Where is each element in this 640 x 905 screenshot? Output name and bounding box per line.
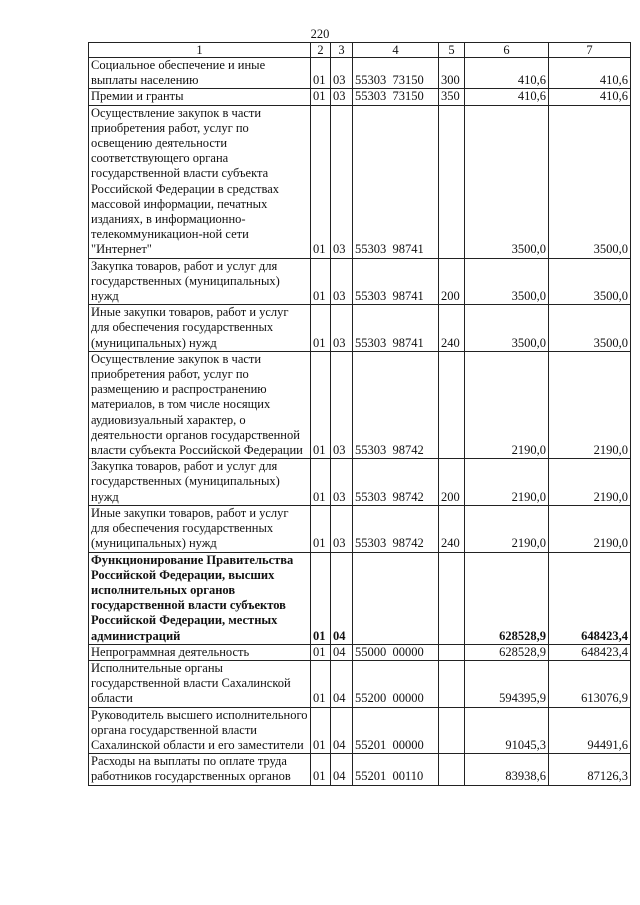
subsection-code-cell: 03 [331,89,353,105]
expense-type-cell: 200 [439,459,465,506]
amount-year-1-cell: 3500,0 [465,305,549,352]
amount-year-1-cell: 2190,0 [465,505,549,552]
target-article-cell: 55303 98742 [353,505,439,552]
row-name-cell: Расходы на выплаты по оплате труда работников государственных органов [89,754,311,785]
target-article-cell: 55303 98741 [353,305,439,352]
subsection-code-cell: 03 [331,459,353,506]
expense-type-cell [439,644,465,660]
row-name-cell: Социальное обеспечение и иные выплаты населению [89,58,311,89]
row-name-cell: Непрограммная деятельность [89,644,311,660]
section-code-cell: 01 [311,258,331,305]
expense-type-cell [439,660,465,707]
row-name-cell: Исполнительные органы государственной власти Сахалинской области [89,660,311,707]
table-row [89,644,631,660]
subsection-code-cell: 04 [331,552,353,644]
amount-year-2-cell: 3500,0 [549,258,631,305]
target-article-cell: 55303 73150 [353,89,439,105]
target-article-cell [353,552,439,644]
target-article-cell: 55303 98741 [353,105,439,258]
amount-year-2-cell: 613076,9 [549,660,631,707]
amount-year-2-cell: 2190,0 [549,459,631,506]
amount-year-1-cell: 2190,0 [465,459,549,506]
header-cell: 2 [311,43,331,58]
header-cell: 4 [353,43,439,58]
section-code-cell: 01 [311,660,331,707]
table-row [89,660,631,707]
subsection-code-cell: 03 [331,351,353,458]
row-name-cell: Осуществление закупок в части приобретения работ, услуг по размещению и распространению материалов, в том числе носящих аудиовизуальный характер, о деятельности органов государственной власти субъекта Российской Федерации [89,351,311,458]
amount-year-2-cell: 2190,0 [549,351,631,458]
subsection-code-cell: 04 [331,707,353,754]
section-code-cell: 01 [311,58,331,89]
section-code-cell: 01 [311,707,331,754]
budget-table [88,42,631,786]
amount-year-1-cell: 628528,9 [465,644,549,660]
header-cell: 7 [549,43,631,58]
amount-year-2-cell: 3500,0 [549,105,631,258]
table-row [89,552,631,644]
amount-year-2-cell: 2190,0 [549,505,631,552]
amount-year-2-cell: 410,6 [549,89,631,105]
target-article-cell: 55000 00000 [353,644,439,660]
amount-year-1-cell: 3500,0 [465,258,549,305]
header-row [89,43,631,58]
section-code-cell: 01 [311,105,331,258]
amount-year-1-cell: 628528,9 [465,552,549,644]
expense-type-cell [439,754,465,785]
table-row [89,459,631,506]
expense-type-cell: 350 [439,89,465,105]
row-name-cell: Функционирование Правительства Российской Федерации, высших исполнительных органов государственной власти субъектов Российской Федерации, местных администраций [89,552,311,644]
subsection-code-cell: 03 [331,505,353,552]
expense-type-cell: 300 [439,58,465,89]
subsection-code-cell: 04 [331,754,353,785]
table-row [89,351,631,458]
section-code-cell: 01 [311,459,331,506]
section-code-cell: 01 [311,754,331,785]
section-code-cell: 01 [311,89,331,105]
row-name-cell: Закупка товаров, работ и услуг для государственных (муниципальных) нужд [89,258,311,305]
row-name-cell: Осуществление закупок в части приобретения работ, услуг по освещению деятельности соответствующего органа государственной власти субъекта Российской Федерации в средствах массовой информации, печатных изданиях, в информационно-телекоммуникацион-ной сети "Интернет" [89,105,311,258]
table-row [89,754,631,785]
table-row [89,89,631,105]
amount-year-1-cell: 91045,3 [465,707,549,754]
table-row [89,58,631,89]
amount-year-2-cell: 410,6 [549,58,631,89]
section-code-cell: 01 [311,305,331,352]
target-article-cell: 55201 00000 [353,707,439,754]
table-row [89,707,631,754]
target-article-cell: 55303 73150 [353,58,439,89]
expense-type-cell [439,552,465,644]
target-article-cell: 55200 00000 [353,660,439,707]
table-row [89,305,631,352]
row-name-cell: Премии и гранты [89,89,311,105]
target-article-cell: 55303 98741 [353,258,439,305]
amount-year-1-cell: 594395,9 [465,660,549,707]
target-article-cell: 55303 98742 [353,351,439,458]
amount-year-2-cell: 87126,3 [549,754,631,785]
row-name-cell: Иные закупки товаров, работ и услуг для обеспечения государственных (муниципальных) нужд [89,305,311,352]
section-code-cell: 01 [311,644,331,660]
section-code-cell: 01 [311,552,331,644]
amount-year-1-cell: 410,6 [465,58,549,89]
header-cell: 3 [331,43,353,58]
expense-type-cell: 240 [439,305,465,352]
section-code-cell: 01 [311,505,331,552]
subsection-code-cell: 03 [331,105,353,258]
subsection-code-cell: 04 [331,660,353,707]
table-body [89,58,631,786]
expense-type-cell: 200 [439,258,465,305]
row-name-cell: Иные закупки товаров, работ и услуг для обеспечения государственных (муниципальных) нужд [89,505,311,552]
subsection-code-cell: 03 [331,258,353,305]
amount-year-1-cell: 2190,0 [465,351,549,458]
expense-type-cell: 240 [439,505,465,552]
subsection-code-cell: 04 [331,644,353,660]
amount-year-2-cell: 648423,4 [549,552,631,644]
table-row [89,105,631,258]
subsection-code-cell: 03 [331,58,353,89]
target-article-cell: 55303 98742 [353,459,439,506]
expense-type-cell [439,351,465,458]
amount-year-1-cell: 83938,6 [465,754,549,785]
target-article-cell: 55201 00110 [353,754,439,785]
header-cell: 1 [89,43,311,58]
expense-type-cell [439,707,465,754]
subsection-code-cell: 03 [331,305,353,352]
expense-type-cell [439,105,465,258]
amount-year-2-cell: 94491,6 [549,707,631,754]
page-number: 220 [310,27,330,41]
row-name-cell: Руководитель высшего исполнительного органа государственной власти Сахалинской области и его заместители [89,707,311,754]
section-code-cell: 01 [311,351,331,458]
amount-year-1-cell: 410,6 [465,89,549,105]
row-name-cell: Закупка товаров, работ и услуг для государственных (муниципальных) нужд [89,459,311,506]
amount-year-2-cell: 3500,0 [549,305,631,352]
table-row [89,505,631,552]
amount-year-1-cell: 3500,0 [465,105,549,258]
amount-year-2-cell: 648423,4 [549,644,631,660]
header-cell: 6 [465,43,549,58]
header-cell: 5 [439,43,465,58]
table-row [89,258,631,305]
